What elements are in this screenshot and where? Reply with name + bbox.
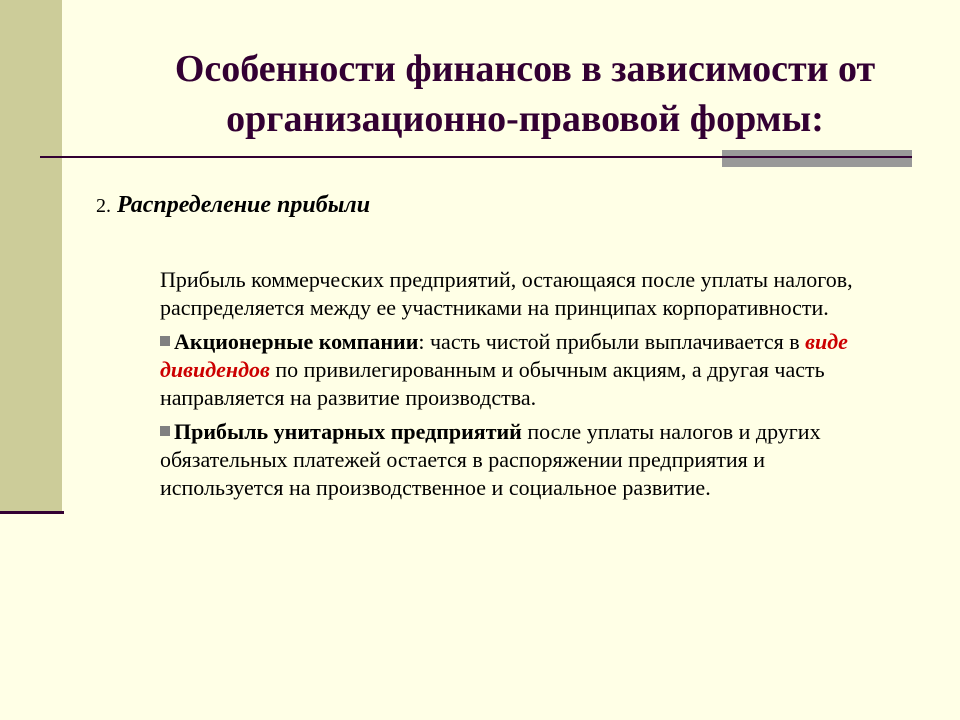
- slide-body: [160, 266, 890, 508]
- title-divider-accent: [722, 150, 912, 167]
- title-divider-accent-line: [722, 156, 912, 158]
- bullet-joint-stock-lead: Акционерные компании: [174, 329, 419, 354]
- dividends-highlight: виде дивидендов: [160, 329, 848, 382]
- slide-title: [100, 44, 950, 144]
- section-heading-text: Распределение прибыли: [111, 192, 371, 218]
- slide-title-line-1: Особенности финансов в зависимости от: [174, 48, 876, 90]
- intro-paragraph: Прибыль коммерческих предприятий, остающаяся после уплаты налогов, распределяется между ее участниками на принципах корпоративности.: [160, 267, 853, 320]
- slide-title-line-2: организационно-правовой формы:: [226, 98, 824, 140]
- bullet-unitary-lead: Прибыль унитарных предприятий: [174, 419, 522, 444]
- square-bullet-icon: [160, 336, 170, 346]
- bullet-joint-stock-text-a: : часть чистой прибыли выплачивается в: [418, 329, 806, 354]
- bullet-joint-stock: [160, 328, 890, 412]
- square-bullet-icon: [160, 426, 170, 436]
- side-decor-band: [0, 0, 62, 514]
- bullet-unitary-text: после уплаты налогов и других обязательных платежей остается в распоряжении предприятия и используется на производственное и социальное развитие.: [160, 419, 821, 500]
- bullet-joint-stock-text-b: по привилегированным и обычным акциям, а другая часть направляется на развитие производства.: [160, 357, 825, 410]
- section-number: 2.: [96, 195, 111, 217]
- bullet-unitary: [160, 418, 890, 502]
- section-heading: [96, 192, 370, 219]
- side-decor-rule: [0, 511, 64, 514]
